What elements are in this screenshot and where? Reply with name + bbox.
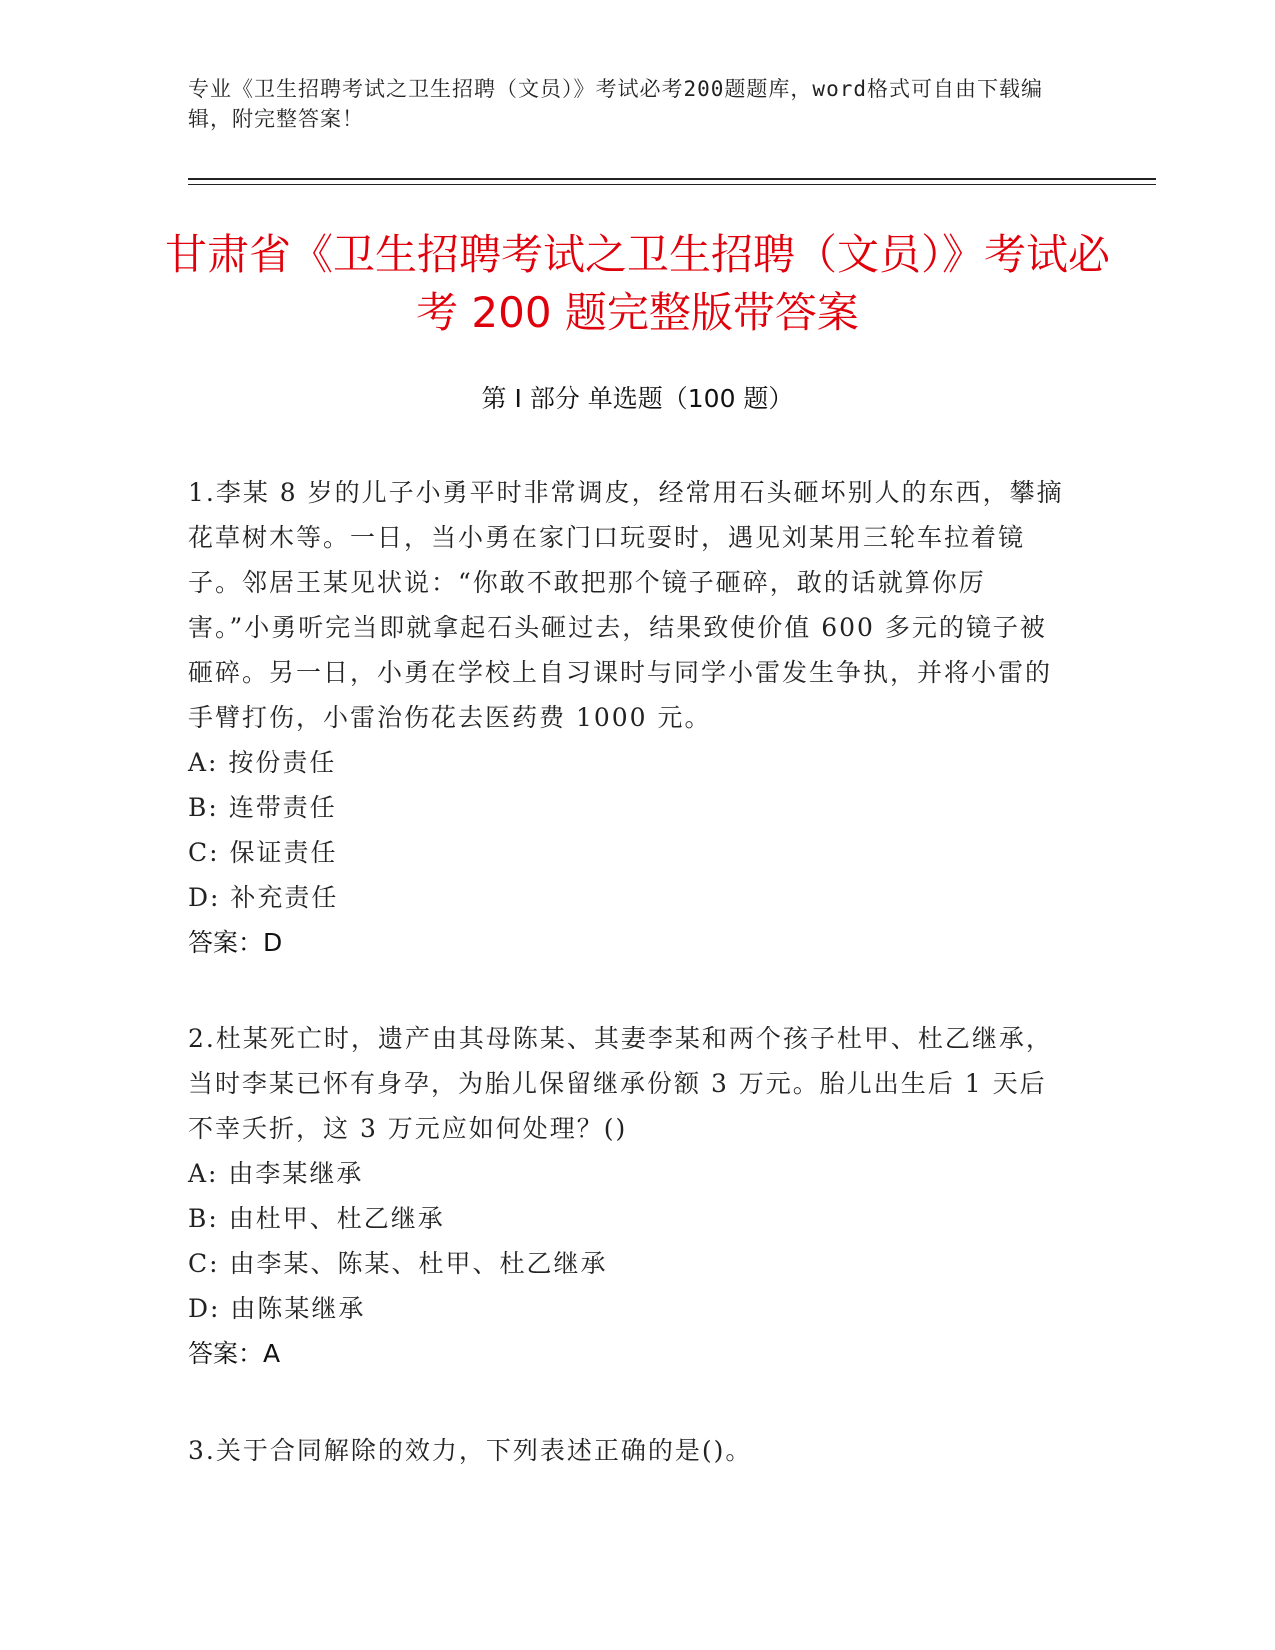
option-b: B: 由杜甲、杜乙继承 <box>188 1204 445 1233</box>
option-a: A: 由李某继承 <box>188 1159 364 1188</box>
option-d: D: 补充责任 <box>188 883 339 912</box>
document-title: 甘肃省《卫生招聘考试之卫生招聘（文员）》考试必考 200 题完整版带答案 <box>164 230 1110 337</box>
question-2 <box>188 1016 1068 1376</box>
header-note: 专业《卫生招聘考试之卫生招聘（文员）》考试必考200题题库，word格式可自由下载编辑，附完整答案！ <box>188 77 1043 131</box>
answer: 答案：A <box>188 1339 281 1368</box>
header-divider-thin <box>188 184 1156 185</box>
option-d: D: 由陈某继承 <box>188 1294 366 1323</box>
question-1 <box>188 470 1068 965</box>
question-3 <box>188 1428 1068 1473</box>
option-a: A: 按份责任 <box>188 748 337 777</box>
option-c: C: 由李某、陈某、杜甲、杜乙继承 <box>188 1249 608 1278</box>
question-stem: 3.关于合同解除的效力，下列表述正确的是()。 <box>188 1436 753 1465</box>
section-title: 第 I 部分 单选题（100 题） <box>481 384 794 413</box>
option-c: C: 保证责任 <box>188 838 338 867</box>
question-stem: 2.杜某死亡时，遗产由其母陈某、其妻李某和两个孩子杜甲、杜乙继承，当时李某已怀有身孕，为胎儿保留继承份额 3 万元。胎儿出生后 1 天后不幸夭折，这 3 万元应如何处理？() <box>188 1024 1053 1143</box>
option-b: B: 连带责任 <box>188 793 337 822</box>
answer: 答案：D <box>188 928 283 957</box>
question-stem: 1.李某 8 岁的儿子小勇平时非常调皮，经常用石头砸坏别人的东西，攀摘花草树木等。一日，当小勇在家门口玩耍时，遇见刘某用三轮车拉着镜子。邻居王某见状说：“你敢不敢把那个镜子砸碎，敢的话就算你厉害。”小勇听完当即就拿起石头砸过去，结果致使价值 600 多元的镜子被砸碎。另一日，小勇在学校上自习课时与同学小雷发生争执，并将小雷的手臂打伤，小雷治伤花去医药费 1000 元。 <box>188 478 1064 732</box>
header-divider-thick <box>188 178 1156 180</box>
